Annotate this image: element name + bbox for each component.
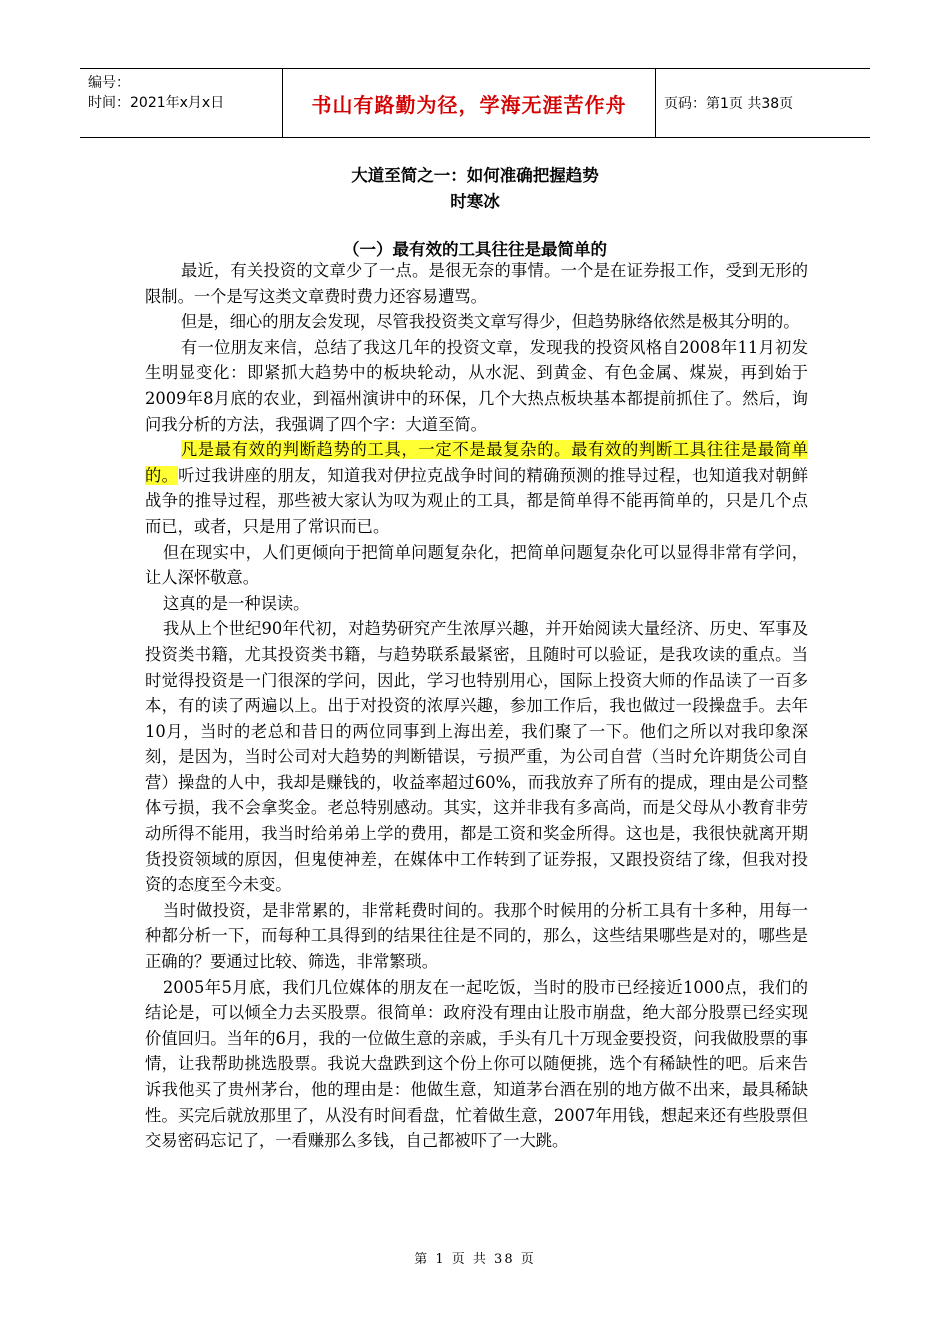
paragraph: 有一位朋友来信，总结了我这几年的投资文章，发现我的投资风格自2008年11月初发生明显变化：即紧抓大趋势中的板块轮动，从水泥、到黄金、有色金属、煤炭，再到始于2009年8月底的农业，到福州演讲中的环保，几个大热点板块基本都提前抓住了。然后，询问我分析的方法，我强调了四个字：大道至简。	[145, 337, 808, 434]
highlighted-text: 凡是最有效的判断趋势的工具，一定不是最复杂的。最有效的判断工具往往是最简单的。	[145, 440, 808, 485]
paragraph-text: 听过我讲座的朋友，知道我对伊拉克战争时间的精确预测的推导过程，也知道我对朝鲜战争的推导过程，那些被大家认为叹为观止的工具，都是简单得不能再简单的，只是几个点而已，或者，只是用了常识而已。	[145, 465, 808, 536]
paragraph: 但是，细心的朋友会发现，尽管我投资类文章写得少，但趋势脉络依然是极其分明的。	[180, 312, 800, 332]
header-motto: 书山有路勤为径，学海无涯苦作舟	[283, 69, 656, 137]
header-meta	[80, 69, 283, 137]
section-heading: （一）最有效的工具往往是最简单的	[343, 240, 607, 259]
header-page-info: 页码：第1页 共38页	[664, 96, 794, 112]
article-body	[145, 258, 808, 1154]
paragraph: 当时做投资，是非常累的，非常耗费时间的。我那个时候用的分析工具有十多种，用每一种都分析一下，而每种工具得到的结果往往是不同的，那么，这些结果哪些是对的，哪些是正确的？要通过比较、筛选，非常繁琐。	[145, 900, 808, 972]
doc-title: 大道至简之一：如何准确把握趋势	[351, 166, 599, 185]
paragraph	[145, 437, 808, 539]
paragraph: 最近，有关投资的文章少了一点。是很无奈的事情。一个是在证券报工作，受到无形的限制。一个是写这类文章费时费力还容易遭骂。	[145, 261, 808, 306]
doc-date-label: 时间：2021年x月x日	[88, 95, 225, 111]
doc-author: 时寒冰	[450, 192, 500, 211]
paragraph: 这真的是一种误读。	[162, 593, 310, 613]
page-header	[80, 68, 870, 138]
doc-number-label: 编号：	[88, 75, 130, 91]
paragraph: 2005年5月底，我们几位媒体的朋友在一起吃饭，当时的股市已经接近1000点，我们的结论是，可以倾全力去买股票。很简单：政府没有理由让股市崩盘，绝大部分股票已经实现价值回归。当年的6月，我的一位做生意的亲戚，手头有几十万现金要投资，问我做股票的事情，让我帮助挑选股票。我说大盘跌到这个份上你可以随便挑，选个有稀缺性的吧。后来告诉我他买了贵州茅台，他的理由是：他做生意，知道茅台酒在别的地方做不出来，最具稀缺性。买完后就放那里了，从没有时间看盘，忙着做生意，2007年用钱，想起来还有些股票但交易密码忘记了，一看赚那么多钱，自己都被吓了一大跳。	[145, 977, 808, 1151]
paragraph: 但在现实中，人们更倾向于把简单问题复杂化，把简单问题复杂化可以显得非常有学问，让人深怀敬意。	[145, 542, 808, 588]
paragraph: 我从上个世纪90年代初，对趋势研究产生浓厚兴趣，并开始阅读大量经济、历史、军事及投资类书籍，尤其投资类书籍，与趋势联系最紧密，且随时可以验证，是我攻读的重点。当时觉得投资是一门很深的学问，因此，学习也特别用心，国际上投资大师的作品读了一百多本，有的读了两遍以上。出于对投资的浓厚兴趣，参加工作后，我也做过一段操盘手。去年10月，当时的老总和昔日的两位同事到上海出差，我们聚了一下。他们之所以对我印象深刻，是因为，当时公司对大趋势的判断错误，亏损严重，为公司自营（当时允许期货公司自营）操盘的人中，我却是赚钱的，收益率超过60%，而我放弃了所有的提成，理由是公司整体亏损，我不会拿奖金。老总特别感动。其实，这并非我有多高尚，而是父母从小教育非劳动所得不能用，我当时给弟弟上学的费用，都是工资和奖金所得。这也是，我很快就离开期货投资领域的原因，但鬼使神差，在媒体中工作转到了证券报，又跟投资结了缘，但我对投资的态度至今未变。	[145, 619, 808, 895]
page-footer: 第 1 页 共 38 页	[414, 1252, 536, 1267]
